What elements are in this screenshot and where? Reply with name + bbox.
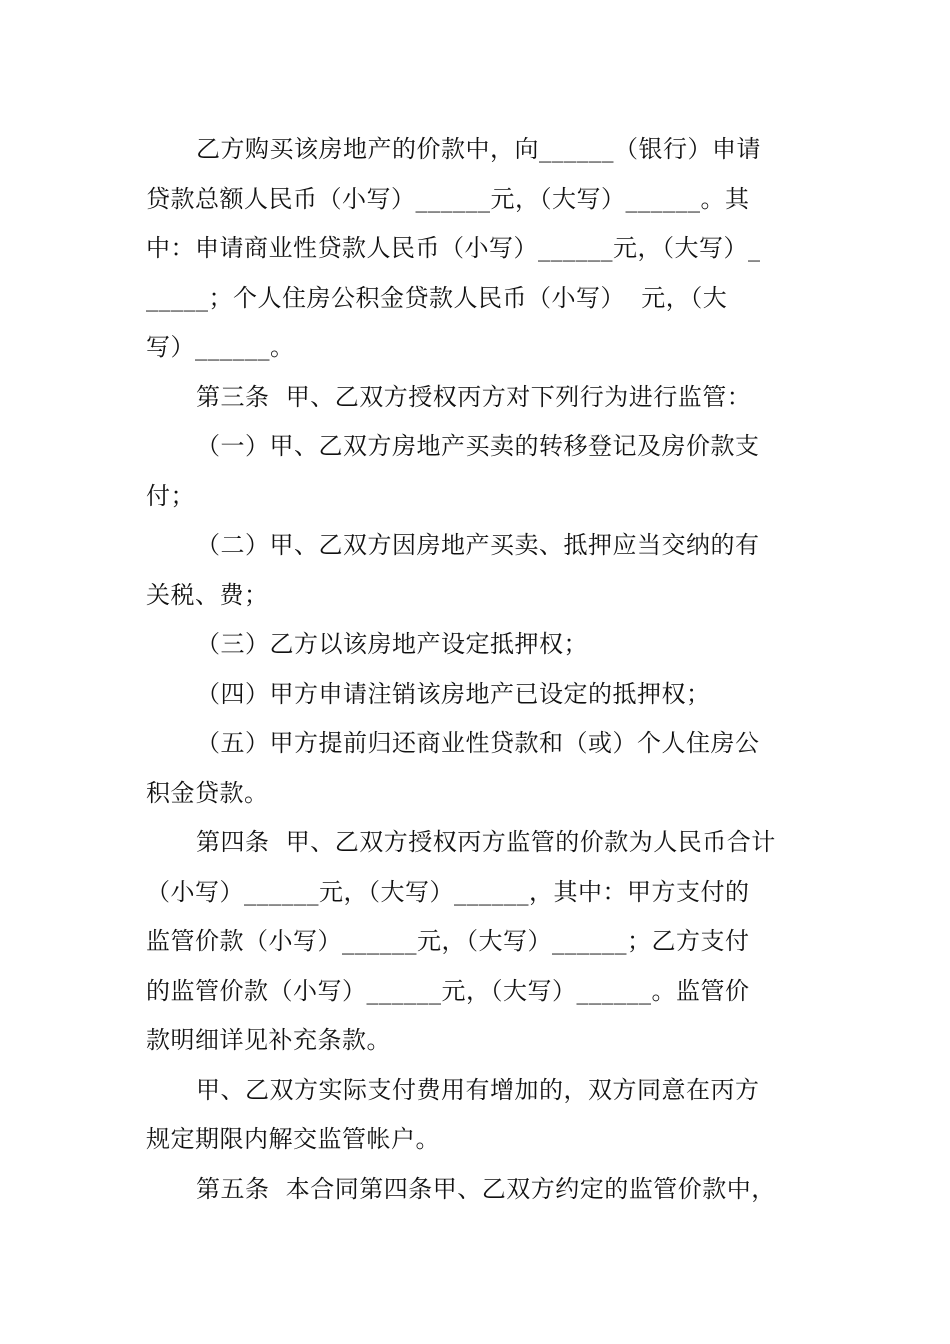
paragraph-item-3 bbox=[146, 620, 806, 670]
text-line: 款明细详见补充条款。 bbox=[146, 1026, 391, 1054]
text-line: 监管价款（小写）______元，（大写）______；乙方支付 bbox=[146, 927, 750, 955]
text-line: （五）甲方提前归还商业性贷款和（或）个人住房公 bbox=[196, 729, 760, 757]
paragraph-article-4 bbox=[146, 818, 806, 1066]
text-line: 中：申请商业性贷款人民币（小写）______元，（大写）_ bbox=[146, 234, 761, 262]
text-line: （二）甲、乙双方因房地产买卖、抵押应当交纳的有 bbox=[196, 531, 760, 559]
document-page bbox=[146, 125, 806, 1214]
text-line: 乙方购买该房地产的价款中，向______（银行）申请 bbox=[196, 135, 761, 163]
text-line: 第四条 甲、乙双方授权丙方监管的价款为人民币合计 bbox=[196, 828, 776, 856]
paragraph-additional-fees bbox=[146, 1066, 806, 1165]
text-line: 甲、乙双方实际支付费用有增加的，双方同意在丙方 bbox=[196, 1075, 760, 1104]
text-line: _____；个人住房公积金贷款人民币（小写） 元，（大 bbox=[146, 283, 728, 312]
paragraph-item-4 bbox=[146, 670, 806, 720]
text-line: （小写）______元，（大写）______，其中：甲方支付的 bbox=[146, 877, 750, 906]
text-line: （三）乙方以该房地产设定抵押权； bbox=[196, 630, 588, 658]
paragraph-item-5 bbox=[146, 719, 806, 818]
text-line: （一）甲、乙双方房地产买卖的转移登记及房价款支 bbox=[196, 432, 760, 460]
text-line: 贷款总额人民币（小写）______元，（大写）______。其 bbox=[146, 184, 750, 213]
text-line: 关税、费； bbox=[146, 580, 269, 609]
paragraph-item-2 bbox=[146, 521, 806, 620]
text-line: 付； bbox=[146, 481, 195, 510]
text-line: （四）甲方申请注销该房地产已设定的抵押权； bbox=[196, 679, 711, 708]
text-line: 积金贷款。 bbox=[146, 778, 269, 807]
text-line: 写）______。 bbox=[146, 333, 295, 361]
paragraph-article-3 bbox=[146, 373, 806, 423]
text-line: 第三条 甲、乙双方授权丙方对下列行为进行监管： bbox=[196, 382, 752, 411]
paragraph-item-1 bbox=[146, 422, 806, 521]
paragraph-article-5 bbox=[146, 1165, 806, 1215]
text-line: 规定期限内解交监管帐户。 bbox=[146, 1125, 440, 1153]
paragraph-loan bbox=[146, 125, 806, 373]
text-line: 第五条 本合同第四条甲、乙双方约定的监管价款中， bbox=[196, 1174, 776, 1203]
text-line: 的监管价款（小写）______元，（大写）______。监管价 bbox=[146, 976, 750, 1005]
